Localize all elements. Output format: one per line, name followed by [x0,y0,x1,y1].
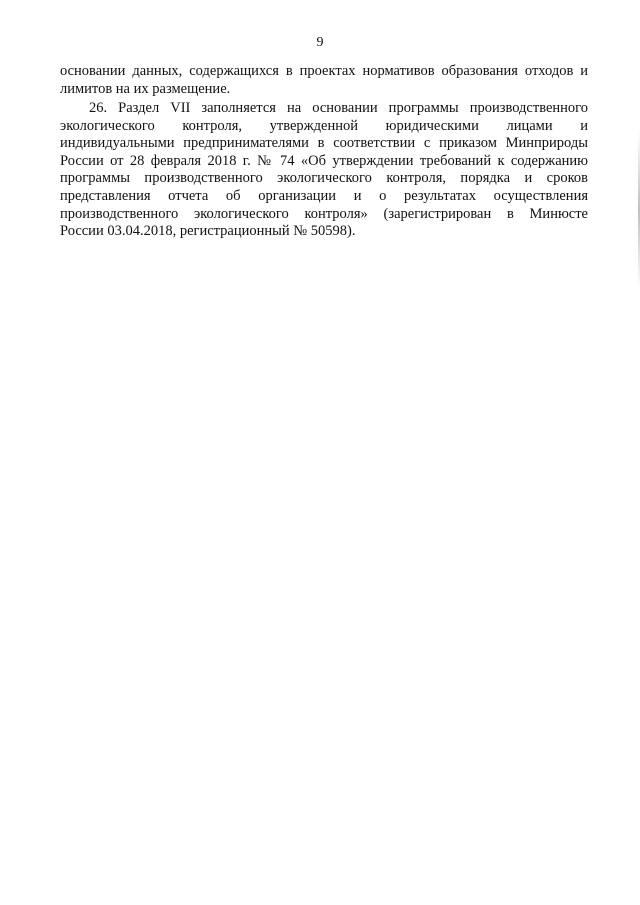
paragraph-continuation [60,63,588,98]
text-line: экологического контроля, утвержденной юридическими лицами и [60,117,588,134]
paragraph-26 [60,100,588,241]
text-line: России 03.04.2018, регистрационный № 50598). [60,223,356,240]
text-line: 26. Раздел VII заполняется на основании программы производственного [89,100,588,116]
text-line: основании данных, содержащихся в проектах нормативов образования отходов и [60,63,588,79]
page-number: 9 [316,35,324,50]
text-line: России от 28 февраля 2018 г. № 74 «Об утверждении требований к содержанию [60,152,588,169]
text-line: производственного экологического контроля» (зарегистрирован в Минюсте [60,205,588,222]
text-line: индивидуальными предпринимателями в соответствии с приказом Минприроды [60,135,588,152]
text-line: представления отчета об организации и о результатах осуществления [60,187,588,204]
text-line: программы производственного экологического контроля, порядка и сроков [60,170,588,187]
text-line: лимитов на их размещение. [60,80,231,97]
